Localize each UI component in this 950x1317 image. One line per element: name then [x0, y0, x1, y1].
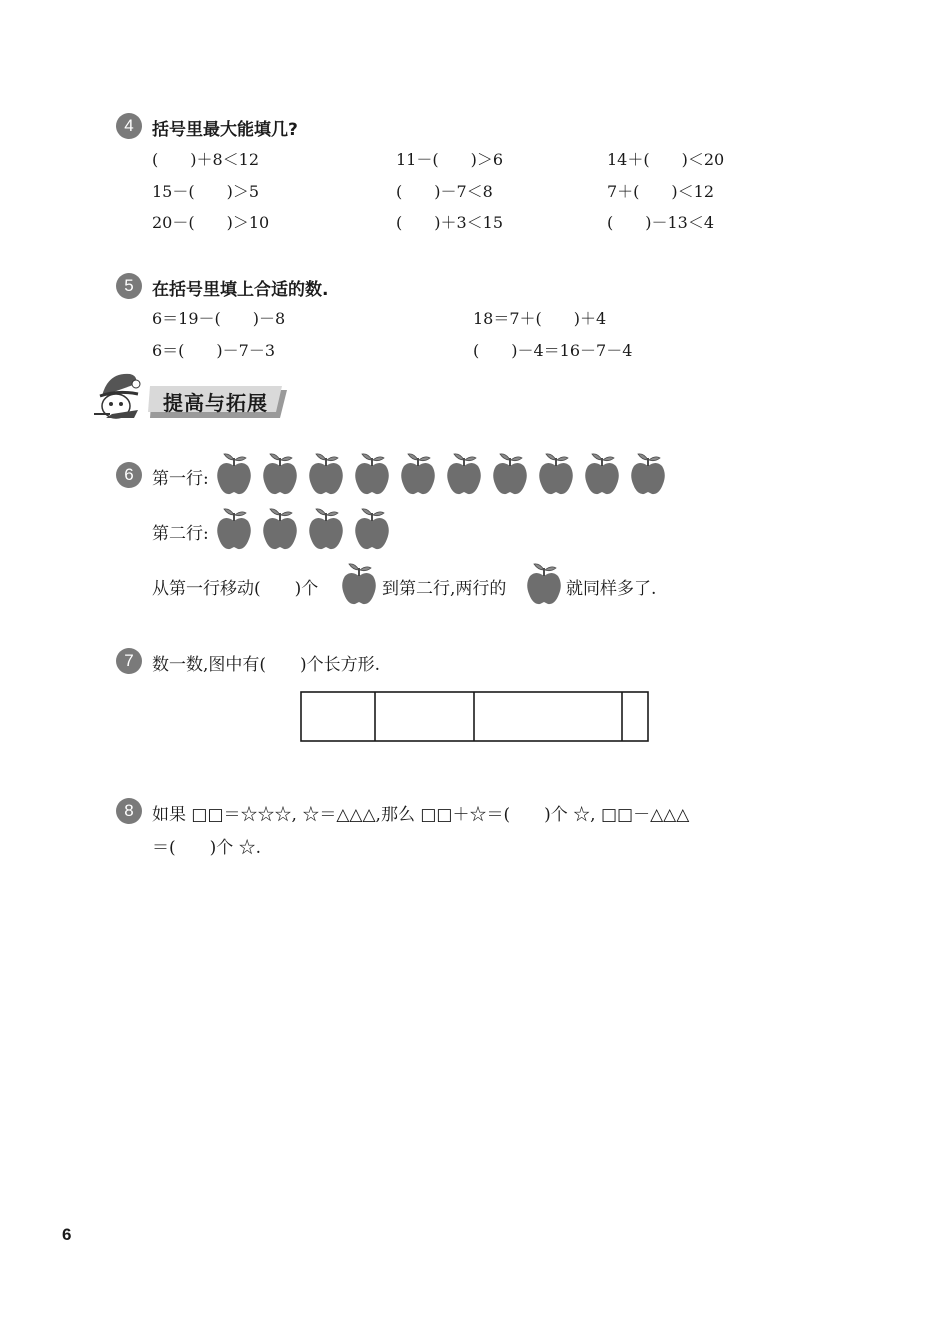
question-title: 括号里最大能填几?	[152, 120, 298, 140]
question-number-badge: 6	[116, 462, 142, 488]
question-sentence-part: 到第二行,两行的	[382, 579, 507, 599]
apple-icon	[341, 562, 377, 606]
apple-icon	[584, 452, 620, 496]
expression: ( )－4＝16－7－4	[473, 341, 633, 360]
expression: 6＝( )－7－3	[152, 341, 276, 360]
apple-icon	[354, 452, 390, 496]
question-text-line: 如果 □□＝☆☆☆, ☆＝△△△,那么 □□＋☆＝( )个 ☆, □□－△△△	[152, 805, 690, 825]
question-text: 数一数,图中有( )个长方形.	[152, 655, 381, 675]
expression: ( )－13＜4	[607, 213, 715, 232]
apple-icon	[400, 452, 436, 496]
row-label: 第二行:	[152, 524, 209, 544]
apple-icon	[262, 507, 298, 551]
expression: 14＋( )＜20	[607, 150, 725, 169]
question-text-line: ＝( )个 ☆.	[152, 838, 262, 858]
expression: ( )＋8＜12	[152, 150, 260, 169]
apple-icon	[216, 507, 252, 551]
section-title: 提高与拓展	[163, 391, 268, 415]
question-title: 在括号里填上合适的数.	[152, 280, 329, 300]
expression: ( )－7＜8	[396, 182, 493, 201]
page-number: 6	[62, 1225, 72, 1244]
apple-icon	[262, 452, 298, 496]
apple-icon	[308, 452, 344, 496]
expression: 6＝19－( )－8	[152, 309, 286, 328]
row-label: 第一行:	[152, 469, 209, 489]
question-number-badge: 8	[116, 798, 142, 824]
apple-icon	[446, 452, 482, 496]
question-sentence-part: 就同样多了.	[566, 579, 657, 599]
apple-icon	[354, 507, 390, 551]
apple-icon	[630, 452, 666, 496]
expression: 11－( )＞6	[396, 150, 504, 169]
santa-hat-mascot-icon	[94, 374, 140, 418]
question-number-badge: 5	[116, 273, 142, 299]
expression: 15－( )＞5	[152, 182, 260, 201]
apple-icon	[538, 452, 574, 496]
expression: 18＝7＋( )＋4	[473, 309, 607, 328]
apple-icon	[526, 562, 562, 606]
question-sentence-part: 从第一行移动( )个	[152, 579, 319, 599]
rectangle-figure	[300, 691, 650, 743]
apple-icon	[492, 452, 528, 496]
question-number-badge: 4	[116, 113, 142, 139]
expression: ( )＋3＜15	[396, 213, 504, 232]
question-number-badge: 7	[116, 648, 142, 674]
expression: 20－( )＞10	[152, 213, 270, 232]
apple-icon	[216, 452, 252, 496]
expression: 7＋( )＜12	[607, 182, 715, 201]
apple-icon	[308, 507, 344, 551]
